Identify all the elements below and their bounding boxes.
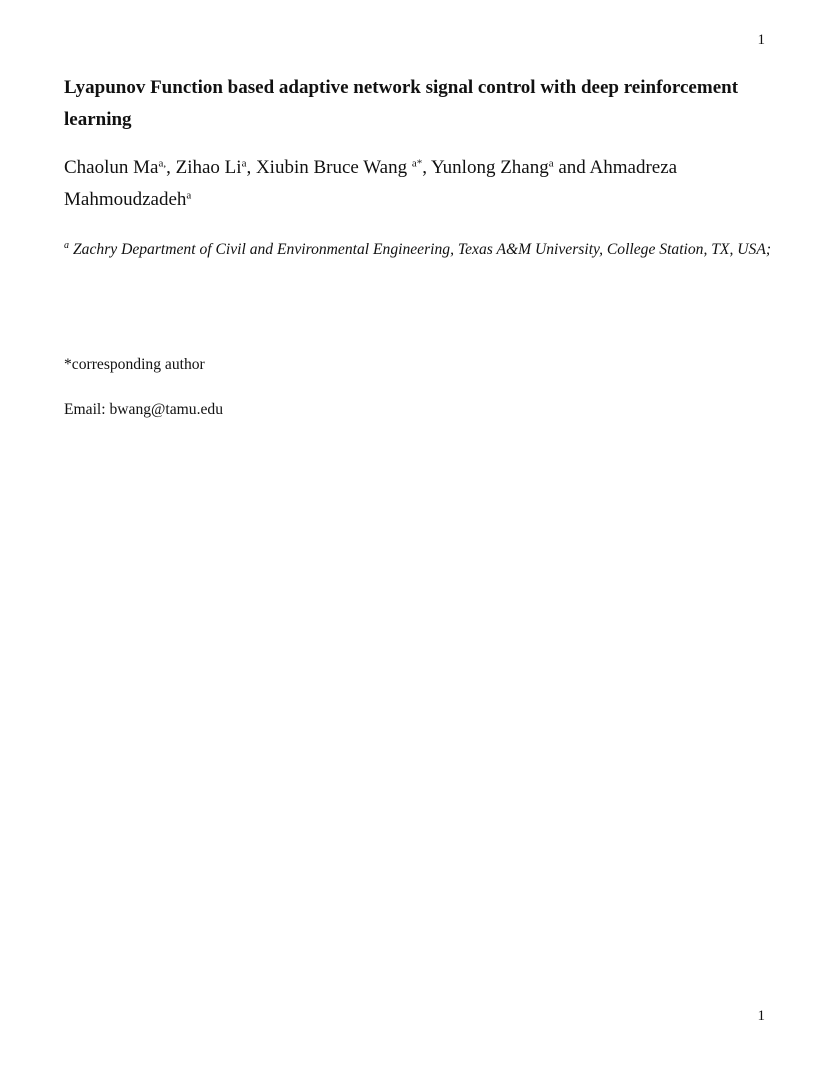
affiliation-marker: a — [64, 240, 69, 251]
author-separator: , — [166, 157, 176, 178]
author-name: Xiubin Bruce Wang — [255, 157, 408, 178]
author-separator: , — [246, 157, 256, 178]
author-list — [64, 152, 764, 216]
affiliation — [64, 235, 774, 264]
page-number-bottom: 1 — [757, 1008, 765, 1024]
author-affiliation-marker: a — [186, 189, 192, 202]
affiliation-text: Zachry Department of Civil and Environmental Engineering, Texas A&M University, College Station, TX, USA; — [73, 241, 772, 258]
author-name: Yunlong Zhang — [431, 157, 549, 178]
author-separator: , — [422, 157, 432, 178]
email-line: Email: bwang@tamu.edu — [64, 401, 223, 418]
page-number-top: 1 — [757, 32, 765, 48]
corresponding-author-note: *corresponding author — [64, 356, 205, 373]
author-name: Ahmadreza Mahmoudzadeh — [64, 157, 678, 210]
author-affiliation-marker: a, — [158, 157, 167, 170]
author-name: Chaolun Ma — [64, 157, 159, 178]
paper-title: Lyapunov Function based adaptive network signal control with deep reinforcement learning — [64, 77, 739, 130]
author-name: Zihao Li — [175, 157, 242, 178]
author-separator: and — [553, 157, 590, 178]
author-affiliation-marker: a — [241, 157, 247, 170]
author-affiliation-marker: a* — [411, 157, 423, 170]
author-affiliation-marker: a — [548, 157, 554, 170]
